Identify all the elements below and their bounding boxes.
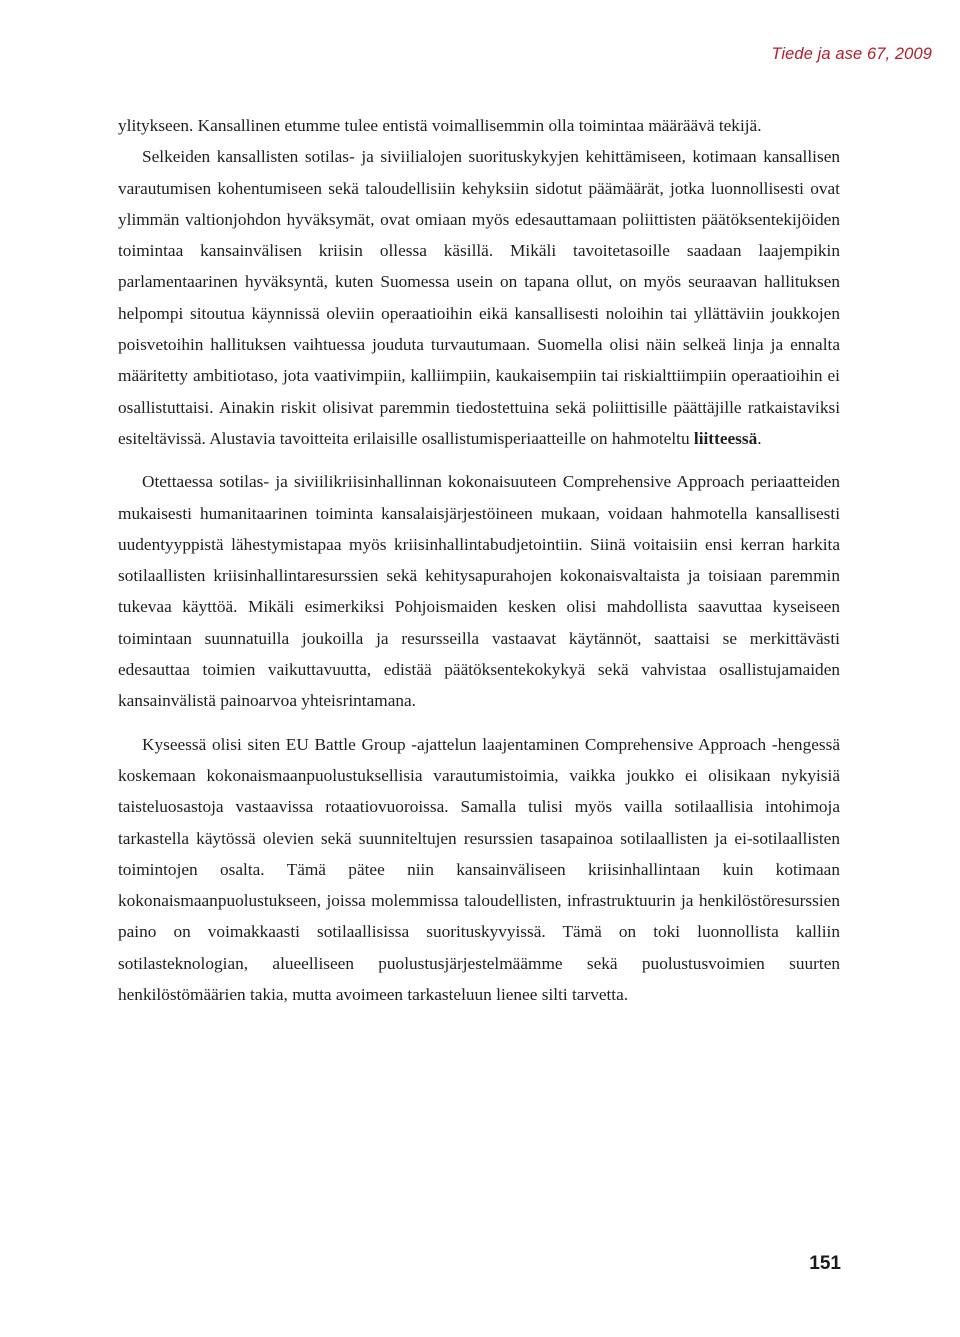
appendix-reference: liitteessä <box>693 428 758 448</box>
paragraph-2-end: . <box>757 428 762 448</box>
paragraph-1 <box>118 110 840 141</box>
article-body <box>118 110 840 1010</box>
paragraph-4-text: Kyseessä olisi siten EU Battle Group -ajattelun laajentaminen Comprehensive Approach -hengessä koskemaan kokonaismaanpuolustuksellisia varautumistoimia, vaikka joukko ei olisikaan nykyisiä taisteluosastoja vastaavissa rotaatiovuoroissa. Samalla tulisi myös vailla sotilaallisia intohimoja tarkastella käytössä olevien sekä suunniteltujen resurssien tasapainoa sotilaallisten ja ei-sotilaallisten toimintojen osalta. Tämä pätee niin kansainväliseen kriisinhallintaan kuin kotimaan kokonaismaanpuolustukseen, joissa molemmissa taloudellisten, infrastruktuurin ja henkilöstöresurssien paino on voimakkaasti sotilaallisissa suorituskyvyissä. Tämä on toki luonnollista kalliin sotilasteknologian, alueelliseen puolustusjärjestelmäämme sekä puolustusvoimien suurten henkilöstömäärien takia, mutta avoimeen tarkasteluun lienee silti tarvetta. <box>118 734 840 1005</box>
paragraph-4 <box>118 729 840 1011</box>
paragraph-2-text: Selkeiden kansallisten sotilas- ja siviilialojen suorituskykyjen kehittämiseen, kotimaan kansallisen varautumisen kohentumiseen sekä taloudellisiin kehyksiin sidotut päämäärät, jotka luonnollisesti ovat ylimmän valtionjohdon hyväksymät, ovat omiaan myös edesauttamaan poliittisten päätöksentekijöiden toimintaa kansainvälisen kriisin ollessa käsillä. Mikäli tavoitetasoille saadaan laajempikin parlamentaarinen hyväksyntä, kuten Suomessa usein on tapana ollut, on myös seuraavan hallituksen helpompi sitoutua käynnissä oleviin operaatioihin eikä kansallisesti noloihin tai yllättäviin joukkojen poisvetoihin hallituksen vaihtuessa jouduta turvautumaan. Suomella olisi näin selkeä linja ja ennalta määritetty ambitiotaso, jota vaativimpiin, kalliimpiin, kaukaisempiin tai riskialttiimpiin operaatioihin ei osallistuttaisi. Ainakin riskit olisivat paremmin tiedostettuina sekä poliittisille päättäjille ratkaistaviksi esiteltävissä. Alustavia tavoitteita erilaisille osallistumisperiaatteille on hahmoteltu <box>118 147 840 448</box>
paragraph-3 <box>118 466 840 716</box>
paragraph-2 <box>118 141 840 454</box>
paragraph-3-text: Otettaessa sotilas- ja siviilikriisinhallinnan kokonaisuuteen Comprehensive Approach periaatteiden mukaisesti humanitaarinen toiminta kansalaisjärjestöineen mukaan, voidaan hahmotella kansallisesti uudentyyppistä lähestymistapaa myös kriisinhallintabudjetointiin. Siinä voitaisiin ensi kerran harkita sotilaallisten kriisinhallintaresurssien sekä kehitysapurahojen kokonaisvaltaista ja toisiaan paremmin tukevaa käyttöä. Mikäli esimerkiksi Pohjoismaiden kesken olisi mahdollista saavuttaa kyseiseen toimintaan suunnatuilla joukoilla ja resursseilla vastaavat käytännöt, saattaisi se merkittävästi edesauttaa toimien vaikuttavuutta, edistää päätöksentekokykyä sekä vahvistaa osallistujamaiden kansainvälistä painoarvoa yhteisrintamana. <box>118 472 840 711</box>
paragraph-1-text: ylitykseen. Kansallinen etumme tulee entistä voimallisemmin olla toimintaa määräävä tekijä. <box>118 116 762 135</box>
page-number: 151 <box>809 1253 841 1274</box>
running-header: Tiede ja ase 67, 2009 <box>771 45 932 63</box>
